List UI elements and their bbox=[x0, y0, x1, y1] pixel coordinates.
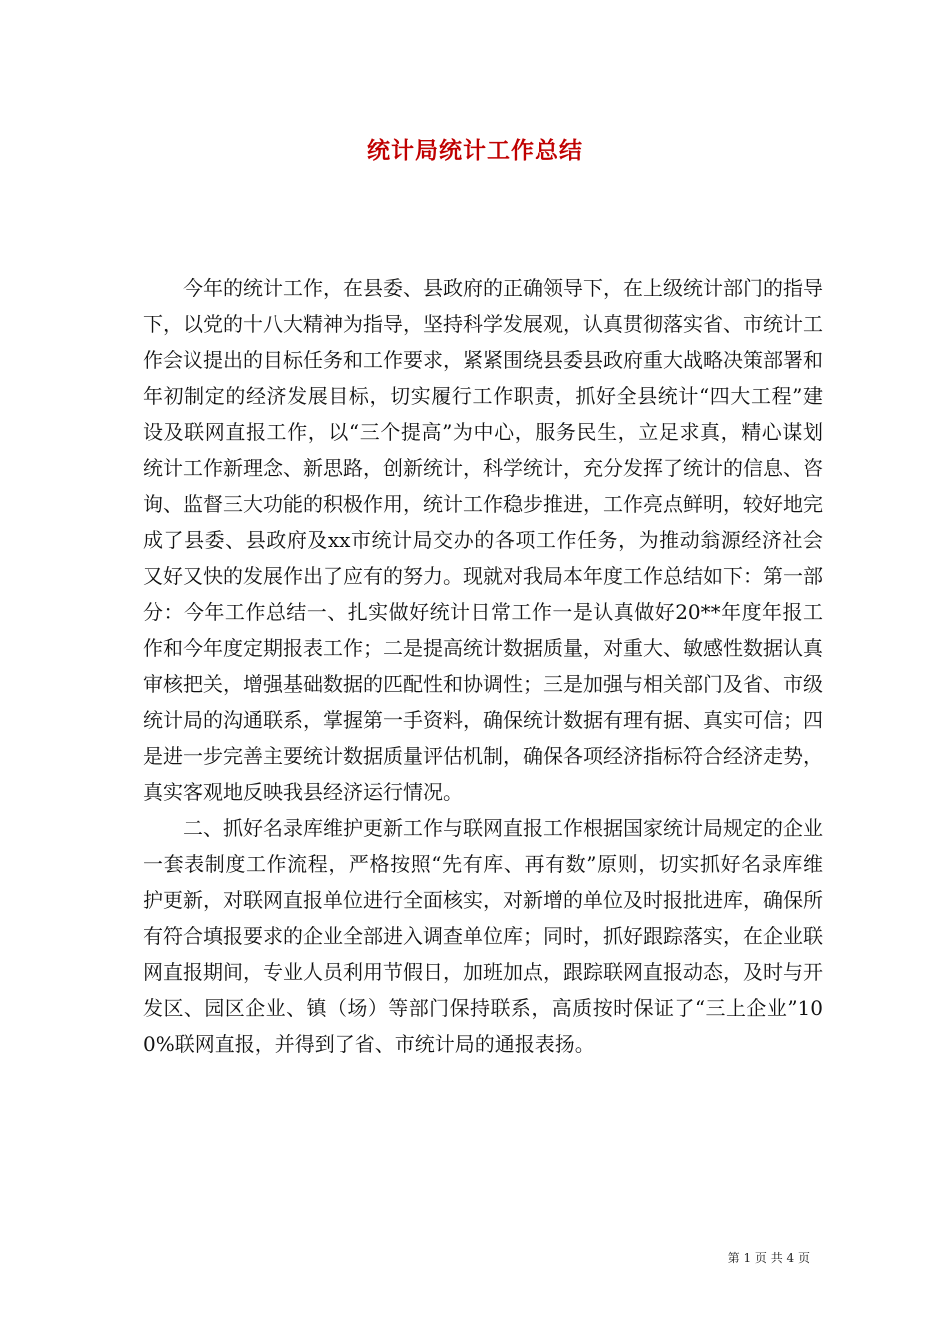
document-title: 统计局统计工作总结 bbox=[367, 137, 583, 164]
page-number: 第 1 页 共 4 页 bbox=[727, 1251, 810, 1265]
body-paragraph-1: 今年的统计工作，在县委、县政府的正确领导下，在上级统计部门的指导下，以党的十八大精神为指导，坚持科学发展观，认真贯彻落实省、市统计工作会议提出的目标任务和工作要求，紧紧围绕县委县政府重大战略决策部署和年初制定的经济发展目标，切实履行工作职责，抓好全县统计“四大工程”建设及联网直报工作，以“三个提高”为中心，服务民生，立足求真，精心谋划统计工作新理念、新思路，创新统计，科学统计，充分发挥了统计的信息、咨询、监督三大功能的积极作用，统计工作稳步推进，工作亮点鲜明，较好地完成了县委、县政府及xx市统计局交办的各项工作任务，为推动翁源经济社会又好又快的发展作出了应有的努力。现就对我局本年度工作总结如下：第一部分：今年工作总结一、扎实做好统计日常工作一是认真做好20**年度年报工作和今年度定期报表工作；二是提高统计数据质量，对重大、敏感性数据认真审核把关，增强基础数据的匹配性和协调性；三是加强与相关部门及省、市级统计局的沟通联系，掌握第一手资料，确保统计数据有理有据、真实可信；四是进一步完善主要统计数据质量评估机制，确保各项经济指标符合经济走势，真实客观地反映我县经济运行情况。 bbox=[143, 276, 823, 804]
document-body bbox=[143, 270, 823, 1062]
body-paragraph-2: 二、抓好名录库维护更新工作与联网直报工作根据国家统计局规定的企业一套表制度工作流程，严格按照“先有库、再有数”原则，切实抓好名录库维护更新，对联网直报单位进行全面核实，对新增的单位及时报批进库，确保所有符合填报要求的企业全部进入调查单位库；同时，抓好跟踪落实，在企业联网直报期间，专业人员利用节假日，加班加点，跟踪联网直报动态，及时与开发区、园区企业、镇（场）等部门保持联系，高质按时保证了“三上企业”100%联网直报，并得到了省、市统计局的通报表扬。 bbox=[143, 816, 823, 1056]
